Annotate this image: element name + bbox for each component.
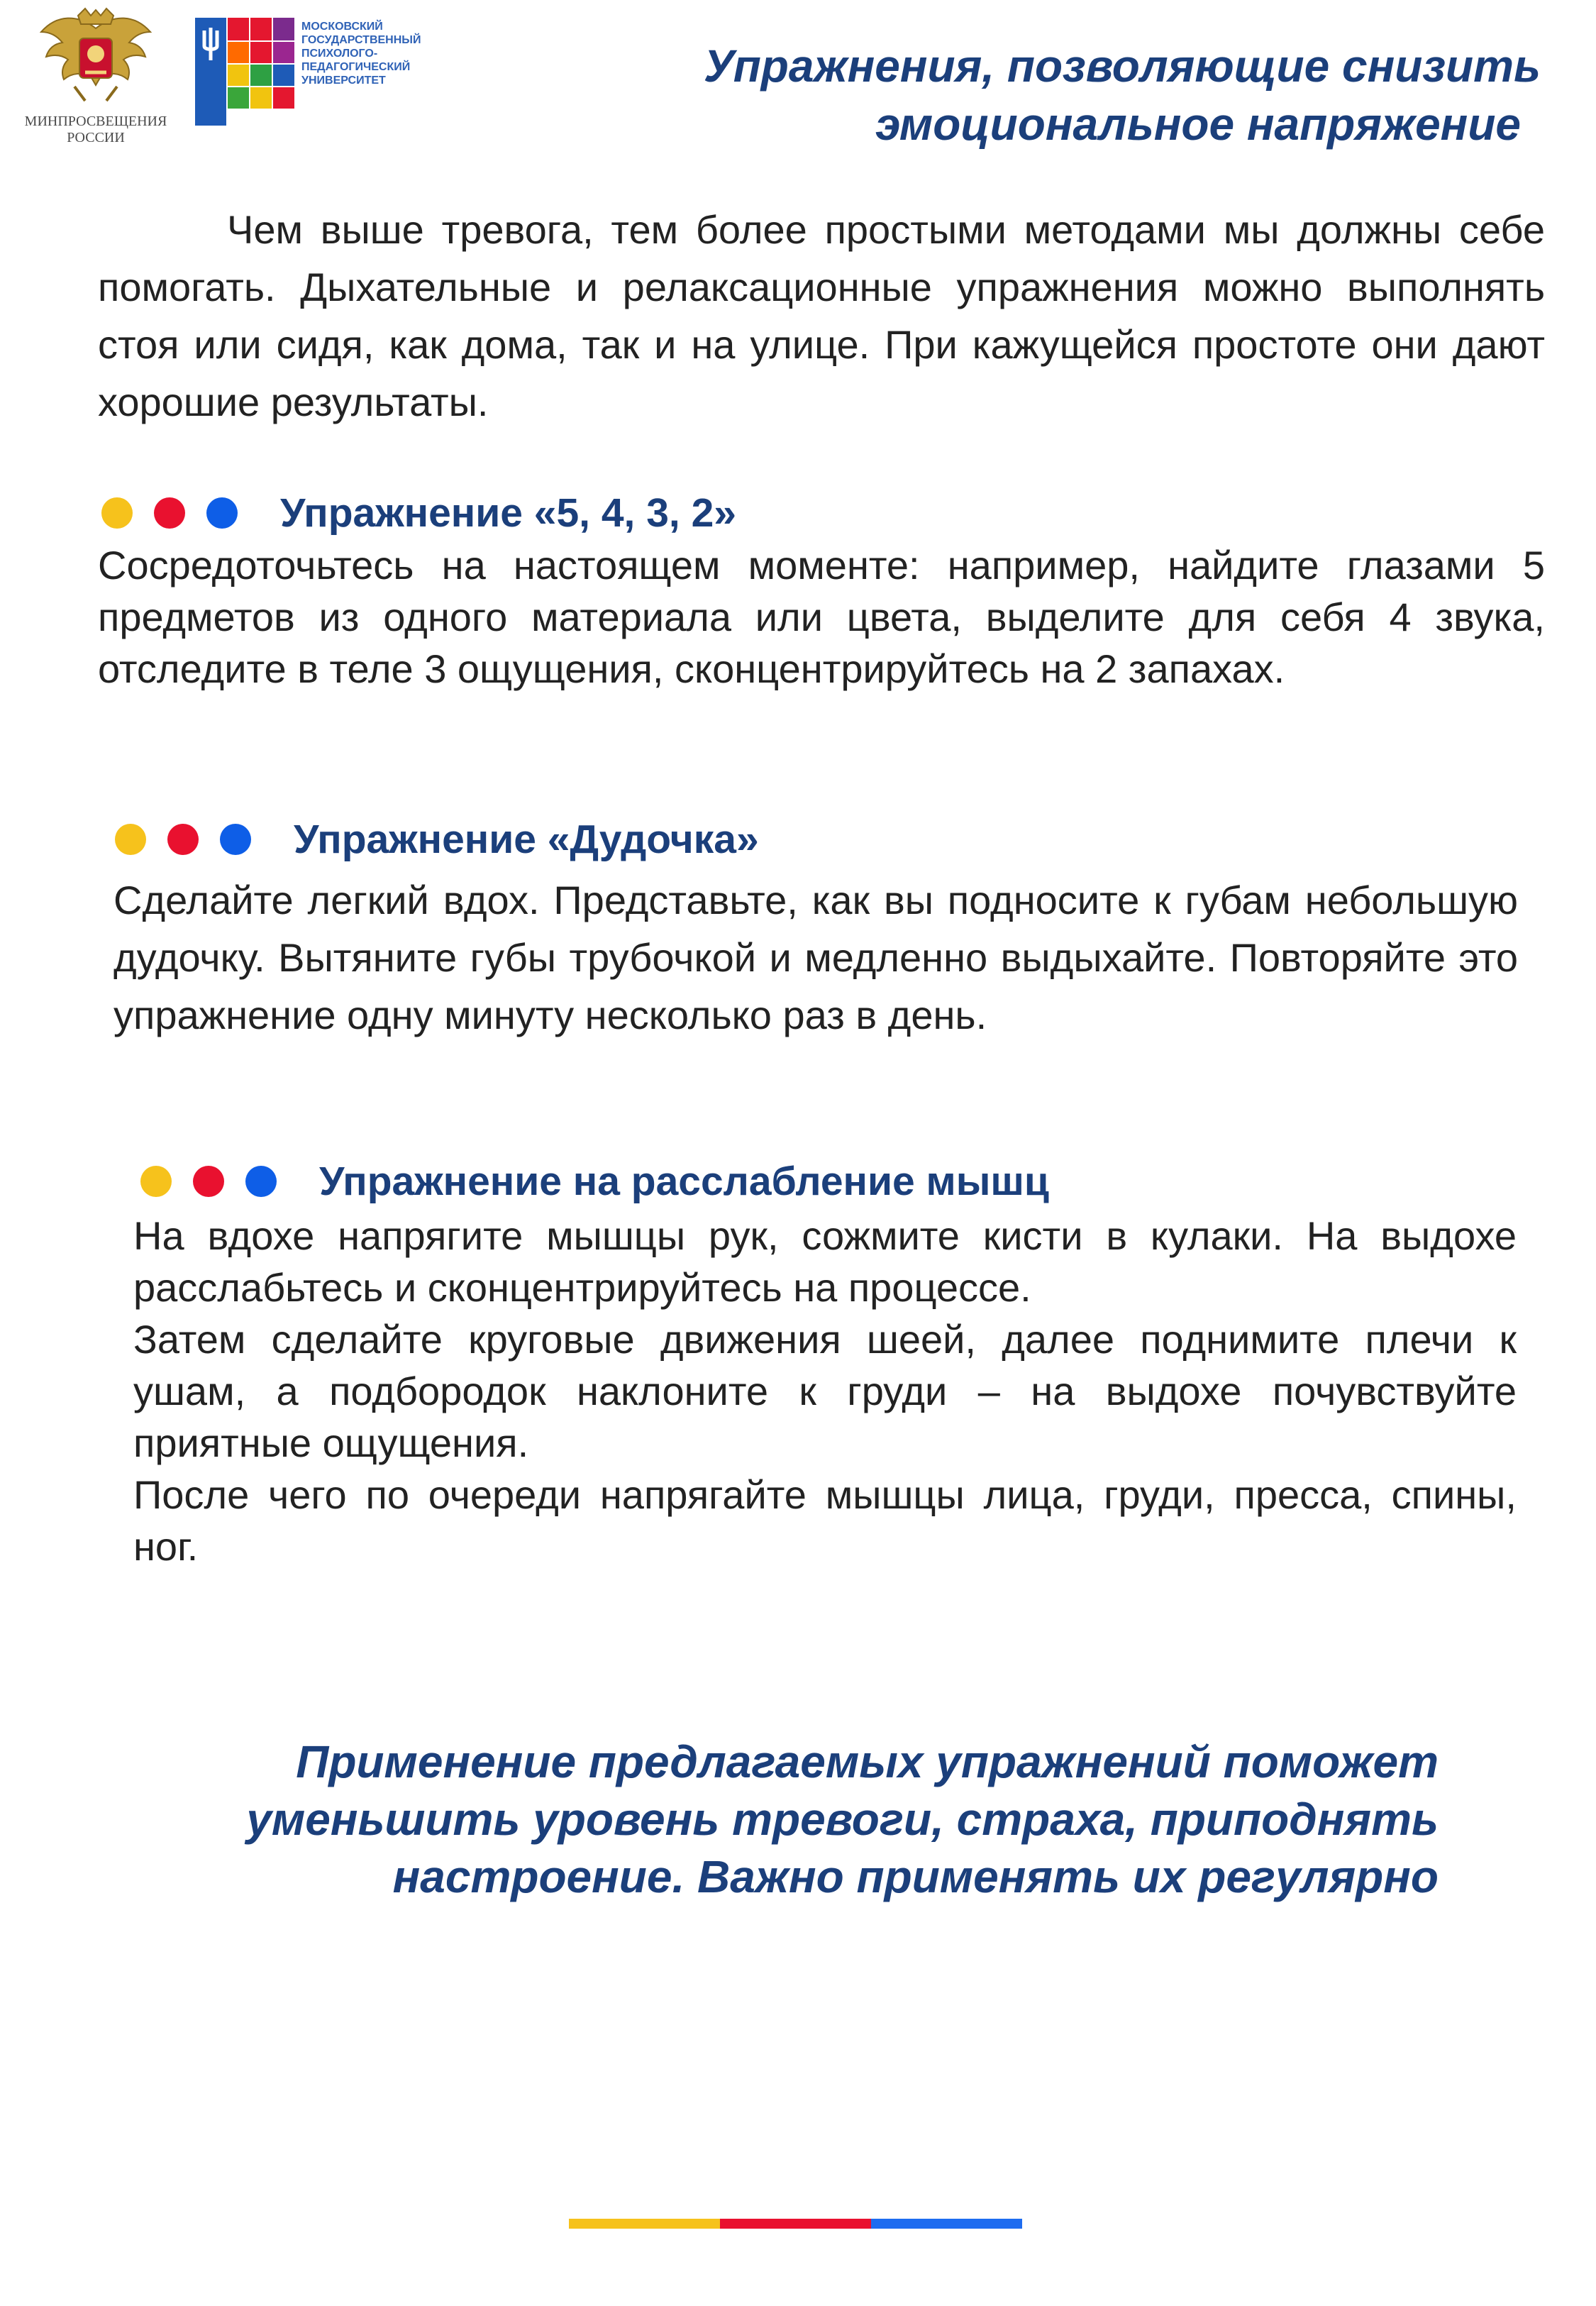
ministry-logo-caption: МИНПРОСВЕЩЕНИЯ РОССИИ [24,114,167,145]
footer-bar-yellow [569,2219,720,2229]
bullet-dots [115,824,272,855]
exercise-paragraph: Затем сделайте круговые движения шеей, далее поднимите плечи к ушам, а подбородок наклоните к груди – на выдохе почувствуйте приятные ощущения. [133,1317,1517,1465]
red-dot-icon [154,497,185,529]
page-title [477,37,1541,153]
bullet-dots [101,497,259,529]
blue-dot-icon [245,1166,277,1197]
blue-dot-icon [220,824,251,855]
ministry-logo [21,7,170,149]
red-dot-icon [193,1166,224,1197]
conclusion-line: Применение предлагаемых упражнений поможет [296,1736,1439,1787]
footer-bar-blue [871,2219,1022,2229]
red-dot-icon [167,824,199,855]
exercise-heading [140,1153,1049,1210]
exercise-heading [101,485,736,541]
exercise-title: Упражнение на расслабление мышц [319,1159,1049,1204]
yellow-dot-icon [115,824,146,855]
exercise-text: Сделайте легкий вдох. Представьте, как вы подносите к губам небольшую дудочку. Вытяните губы трубочкой и медленно выдыхайте. Повторяйте это упражнение одну минуту несколько раз в день. [113,878,1518,1037]
page-title-line: Упражнения, позволяющие снизить [703,40,1541,92]
exercise-title: Упражнение «5, 4, 3, 2» [280,490,737,536]
footer-color-bar [569,2219,1022,2229]
emblem-icon [35,7,156,106]
blue-dot-icon [206,497,238,529]
exercise-heading [115,811,759,868]
exercise-title: Упражнение «Дудочка» [294,817,759,862]
yellow-dot-icon [101,497,133,529]
university-name: МОСКОВСКИЙ ГОСУДАРСТВЕННЫЙ ПСИХОЛОГО- ПЕДАГОГИЧЕСКИЙ УНИВЕРСИТЕТ [301,21,421,87]
bullet-dots [140,1166,298,1197]
exercise-text [133,1210,1517,1572]
intro-paragraph: Чем выше тревога, тем более простыми методами мы должны себе помогать. Дыхательные и релаксационные упражнения можно выполнять стоя или сидя, как дома, так и на улице. При кажущейся простоте они дают хорошие результаты. [98,207,1545,424]
university-logo [195,18,450,131]
exercise-text: Сосредоточьтесь на настоящем моменте: например, найдите глазами 5 предметов из одного материала или цвета, выделите для себя 4 звука, отследите в теле 3 ощущения, сконцентрируйтесь на 2 запахах. [98,543,1545,691]
conclusion [91,1733,1439,1906]
page-title-line: эмоциональное напряжение [875,99,1521,150]
yellow-dot-icon [140,1166,172,1197]
conclusion-line: настроение. Важно применять их регулярно [392,1851,1439,1902]
exercise-paragraph: После чего по очереди напрягайте мышцы лица, груди, пресса, спины, ног. [133,1472,1517,1569]
conclusion-line: уменьшить уровень тревоги, страха, приподнять [246,1794,1439,1845]
exercise-paragraph: На вдохе напрягите мышцы рук, сожмите кисти в кулаки. На выдохе расслабьтесь и сконцентрируйтесь на процессе. [133,1213,1517,1310]
footer-bar-red [720,2219,871,2229]
university-emblem-icon [195,18,294,126]
